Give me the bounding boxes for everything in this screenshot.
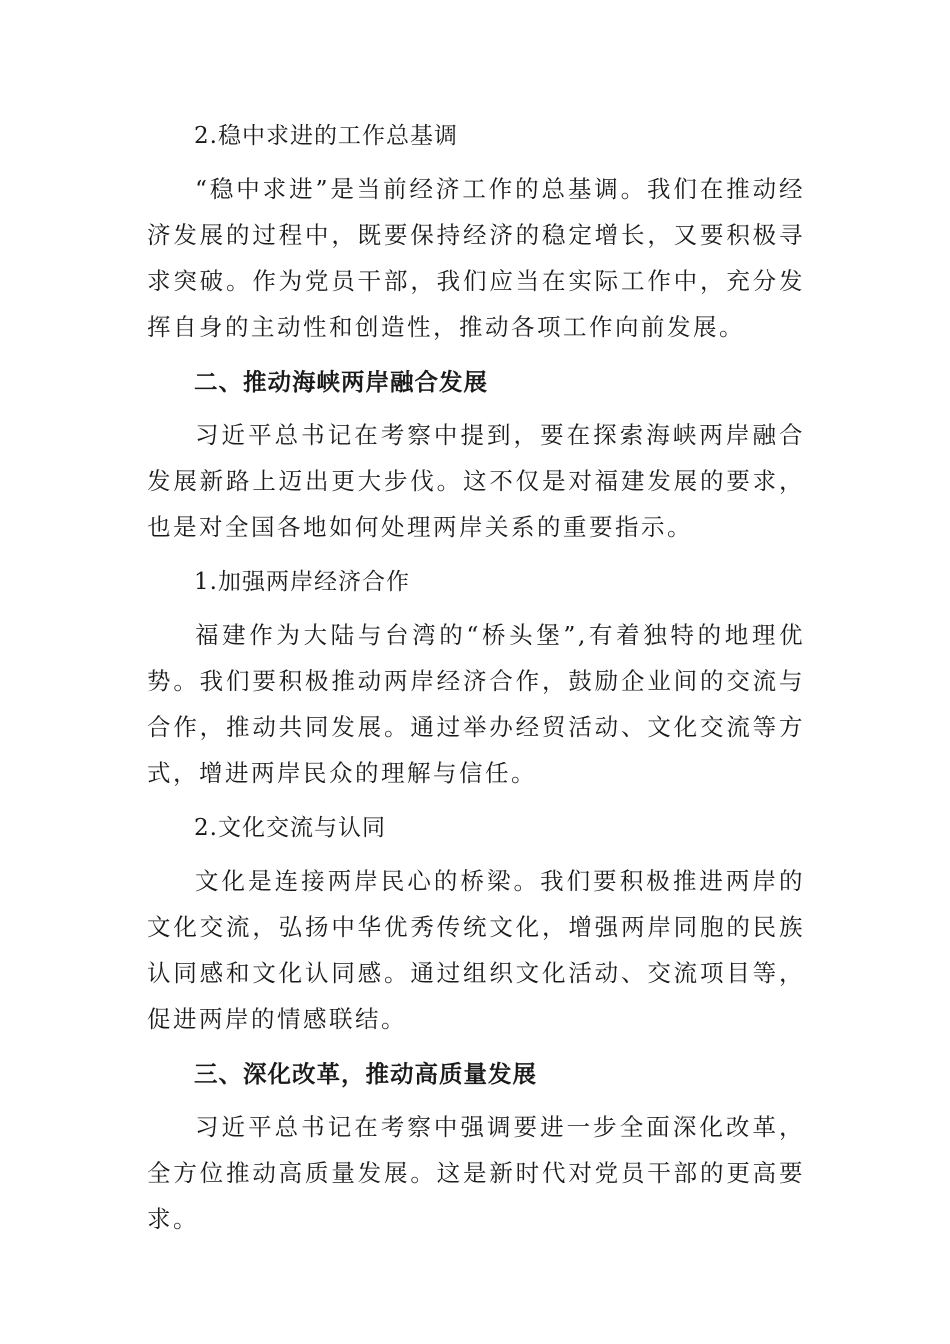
subheading-economic-cooperation: 1.加强两岸经济合作 [194, 569, 410, 595]
section-heading-cross-strait: 二、推动海峡两岸融合发展 [194, 368, 488, 396]
section-heading-deepen-reform: 三、深化改革，推动高质量发展 [194, 1060, 537, 1088]
paragraph: 习近平总书记在考察中强调要进一步全面深化改革，全方位推动高质量发展。这是新时代对党员干部的更高要求。 [147, 1113, 805, 1233]
paragraph: 习近平总书记在考察中提到，要在探索海峡两岸融合发展新路上迈出更大步伐。这不仅是对福建发展的要求，也是对全国各地如何处理两岸关系的重要指示。 [147, 421, 805, 541]
paragraph: 福建作为大陆与台湾的“桥头堡”,有着独特的地理优势。我们要积极推动两岸经济合作，鼓励企业间的交流与合作，推动共同发展。通过举办经贸活动、文化交流等方式，增进两岸民众的理解与信任。 [147, 621, 805, 787]
paragraph: “稳中求进”是当前经济工作的总基调。我们在推动经济发展的过程中，既要保持经济的稳定增长，又要积极寻求突破。作为党员干部，我们应当在实际工作中，充分发挥自身的主动性和创造性，推动各项工作向前发展。 [147, 175, 805, 341]
subheading-cultural-exchange: 2.文化交流与认同 [194, 815, 386, 841]
document-body [147, 112, 805, 1250]
subheading-steady-progress: 2.稳中求进的工作总基调 [194, 123, 458, 149]
paragraph: 文化是连接两岸民心的桥梁。我们要积极推进两岸的文化交流，弘扬中华优秀传统文化，增强两岸同胞的民族认同感和文化认同感。通过组织文化活动、交流项目等，促进两岸的情感联结。 [147, 867, 805, 1033]
